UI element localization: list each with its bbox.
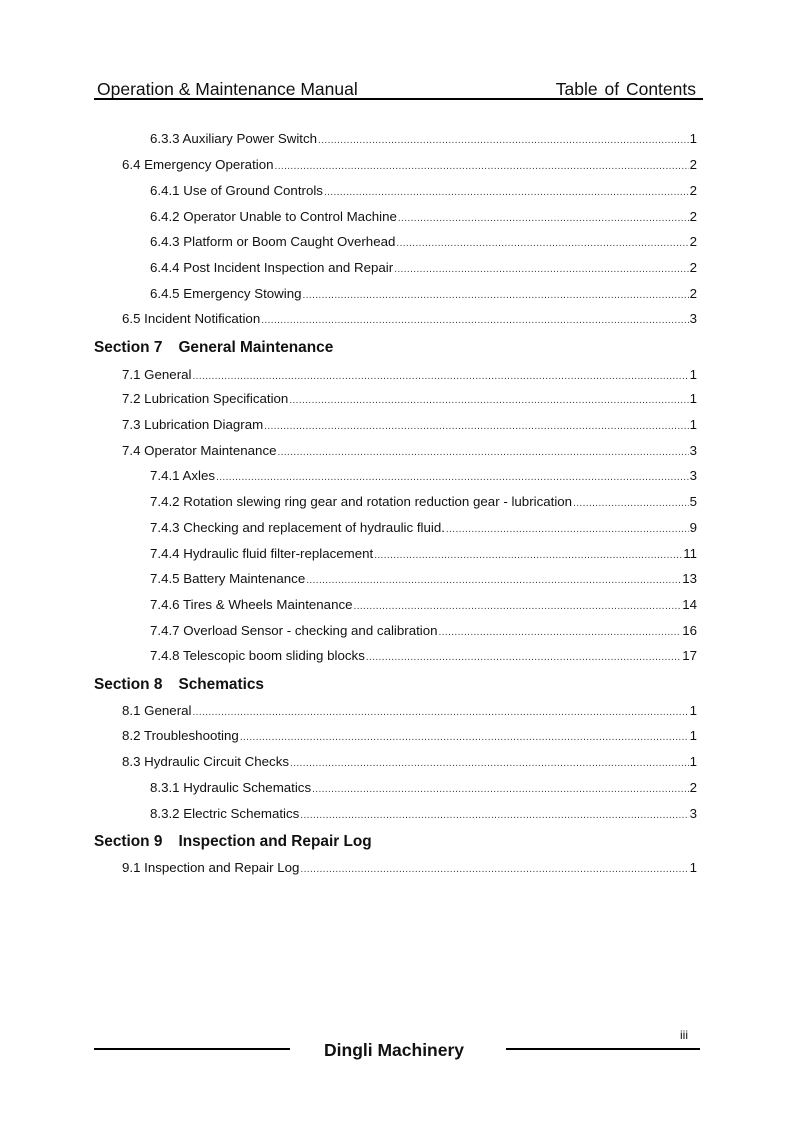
toc-leader	[192, 703, 688, 718]
toc-entry[interactable]	[122, 754, 697, 772]
toc-entry-page: 1	[689, 703, 697, 718]
toc-entry-page: 14	[682, 597, 697, 612]
section-title: Schematics	[178, 676, 264, 693]
toc-leader	[278, 443, 689, 458]
section-label: Section 8	[94, 676, 163, 693]
toc-entry[interactable]	[122, 311, 697, 329]
toc-entry-page: 3	[689, 806, 697, 821]
toc-entry-title: 9.1 Inspection and Repair Log	[122, 860, 300, 875]
toc-entry-title: 8.3.2 Electric Schematics	[150, 806, 300, 821]
toc-entry[interactable]	[150, 648, 697, 666]
toc-entry-page: 1	[689, 860, 697, 875]
toc-leader	[354, 597, 682, 612]
section-label: Section 9	[94, 833, 163, 850]
toc-entry-page: 9	[689, 520, 697, 535]
toc-entry[interactable]	[150, 494, 697, 512]
toc-entry-page: 2	[689, 780, 697, 795]
toc-entry-page: 1	[689, 754, 697, 769]
section-title: Inspection and Repair Log	[178, 833, 372, 850]
section-heading[interactable]	[94, 676, 264, 694]
toc-entry-title: 7.4.1 Axles	[150, 468, 216, 483]
toc-entry-title: 6.4.5 Emergency Stowing	[150, 286, 302, 301]
toc-entry[interactable]	[150, 546, 697, 564]
toc-entry-title: 7.4.6 Tires & Wheels Maintenance	[150, 597, 353, 612]
toc-entry[interactable]	[150, 806, 697, 824]
toc-entry-title: 7.4.4 Hydraulic fluid filter-replacement	[150, 546, 374, 561]
toc-entry-title: 8.2 Troubleshooting	[122, 728, 239, 743]
toc-entry[interactable]	[150, 571, 697, 589]
toc-entry[interactable]	[150, 286, 697, 304]
toc-entry-title: 6.4.3 Platform or Boom Caught Overhead	[150, 234, 396, 249]
toc-entry-title: 8.1 General	[122, 703, 192, 718]
toc-leader	[290, 754, 689, 769]
footer-rule-right	[506, 1048, 700, 1050]
toc-entry[interactable]	[150, 234, 697, 252]
section-heading[interactable]	[94, 833, 372, 851]
toc-entry[interactable]	[150, 260, 697, 278]
toc-leader	[264, 417, 688, 432]
toc-entry-title: 7.4.2 Rotation slewing ring gear and rotation reduction gear - lubrication	[150, 494, 573, 509]
toc-entry-page: 1	[689, 728, 697, 743]
toc-entry[interactable]	[122, 728, 697, 746]
section-label: Section 7	[94, 339, 163, 356]
toc-entry-title: 6.4.1 Use of Ground Controls	[150, 183, 323, 198]
toc-leader	[216, 468, 689, 483]
section-heading[interactable]	[94, 339, 333, 357]
toc-entry-page: 3	[689, 311, 697, 326]
toc-entry-page: 3	[689, 468, 697, 483]
toc-entry-page: 2	[689, 234, 697, 249]
page-heading: Table of Contents	[555, 79, 696, 99]
toc-entry[interactable]	[122, 417, 697, 435]
toc-leader	[300, 806, 688, 821]
toc-entry[interactable]	[122, 157, 697, 175]
toc-entry-title: 7.4.8 Telescopic boom sliding blocks	[150, 648, 365, 663]
toc-leader	[318, 131, 689, 146]
toc-entry-title: 6.5 Incident Notification	[122, 311, 261, 326]
toc-entry-title: 6.4 Emergency Operation	[122, 157, 274, 172]
toc-entry[interactable]	[150, 209, 697, 227]
toc-leader	[312, 780, 688, 795]
toc-leader	[374, 546, 682, 561]
toc-leader	[573, 494, 689, 509]
toc-entry-page: 2	[689, 209, 697, 224]
toc-entry-page: 2	[689, 183, 697, 198]
toc-entry-title: 7.4 Operator Maintenance	[122, 443, 277, 458]
toc-entry[interactable]	[150, 131, 697, 149]
toc-entry[interactable]	[122, 367, 697, 385]
toc-entry-title: 6.4.2 Operator Unable to Control Machine	[150, 209, 397, 224]
page-header	[94, 76, 703, 101]
toc-leader	[306, 571, 681, 586]
toc-entry-title: 7.4.7 Overload Sensor - checking and calibration	[150, 623, 438, 638]
toc-leader	[366, 648, 681, 663]
toc-entry-title: 7.4.5 Battery Maintenance	[150, 571, 306, 586]
company-name: Dingli Machinery	[324, 1040, 465, 1060]
toc-entry[interactable]	[150, 183, 697, 201]
toc-entry-title: 6.3.3 Auxiliary Power Switch	[150, 131, 318, 146]
toc-entry[interactable]	[150, 623, 697, 641]
toc-entry-page: 1	[689, 417, 697, 432]
toc-entry-title: 7.3 Lubrication Diagram	[122, 417, 264, 432]
toc-leader	[300, 860, 688, 875]
footer-rule-left	[94, 1048, 290, 1050]
page-footer	[94, 1028, 700, 1068]
toc-entry-title: 8.3.1 Hydraulic Schematics	[150, 780, 312, 795]
toc-entry[interactable]	[122, 391, 697, 409]
toc-entry-page: 5	[689, 494, 697, 509]
toc-entry-title: 6.4.4 Post Incident Inspection and Repair	[150, 260, 394, 275]
toc-entry-page: 16	[682, 623, 697, 638]
section-title: General Maintenance	[178, 339, 334, 356]
toc-entry-title: 7.1 General	[122, 367, 192, 382]
toc-leader	[261, 311, 688, 326]
toc-entry-page: 11	[683, 546, 697, 561]
toc-entry[interactable]	[122, 860, 697, 878]
toc-entry[interactable]	[150, 780, 697, 798]
toc-entry[interactable]	[150, 468, 697, 486]
toc-entry-page: 2	[689, 157, 697, 172]
toc-entry[interactable]	[122, 703, 697, 721]
toc-leader	[240, 728, 689, 743]
toc-entry-page: 1	[689, 367, 697, 382]
toc-leader	[394, 260, 688, 275]
toc-entry-title: 7.2 Lubrication Specification	[122, 391, 289, 406]
toc-leader	[192, 367, 688, 382]
toc-leader	[275, 157, 689, 172]
toc-entry[interactable]	[150, 520, 697, 538]
toc-entry-page: 13	[682, 571, 697, 586]
toc-leader	[398, 209, 689, 224]
toc-entry-page: 1	[689, 131, 697, 146]
toc-leader	[446, 520, 689, 535]
toc-leader	[324, 183, 689, 198]
toc-entry[interactable]	[150, 597, 697, 615]
toc-entry[interactable]	[122, 443, 697, 461]
header-rule	[94, 98, 703, 100]
page-number: iii	[680, 1028, 688, 1042]
toc-entry-page: 17	[682, 648, 697, 663]
manual-title: Operation & Maintenance Manual	[97, 79, 358, 99]
toc-leader	[396, 234, 688, 249]
toc-entry-page: 1	[689, 391, 697, 406]
toc-leader	[439, 623, 682, 638]
toc-entry-title: 7.4.3 Checking and replacement of hydraulic fluid.	[150, 520, 445, 535]
toc-entry-page: 3	[689, 443, 697, 458]
toc-entry-page: 2	[689, 286, 697, 301]
toc-entry-title: 8.3 Hydraulic Circuit Checks	[122, 754, 290, 769]
toc-leader	[289, 391, 688, 406]
toc-entry-page: 2	[689, 260, 697, 275]
toc-leader	[303, 286, 689, 301]
